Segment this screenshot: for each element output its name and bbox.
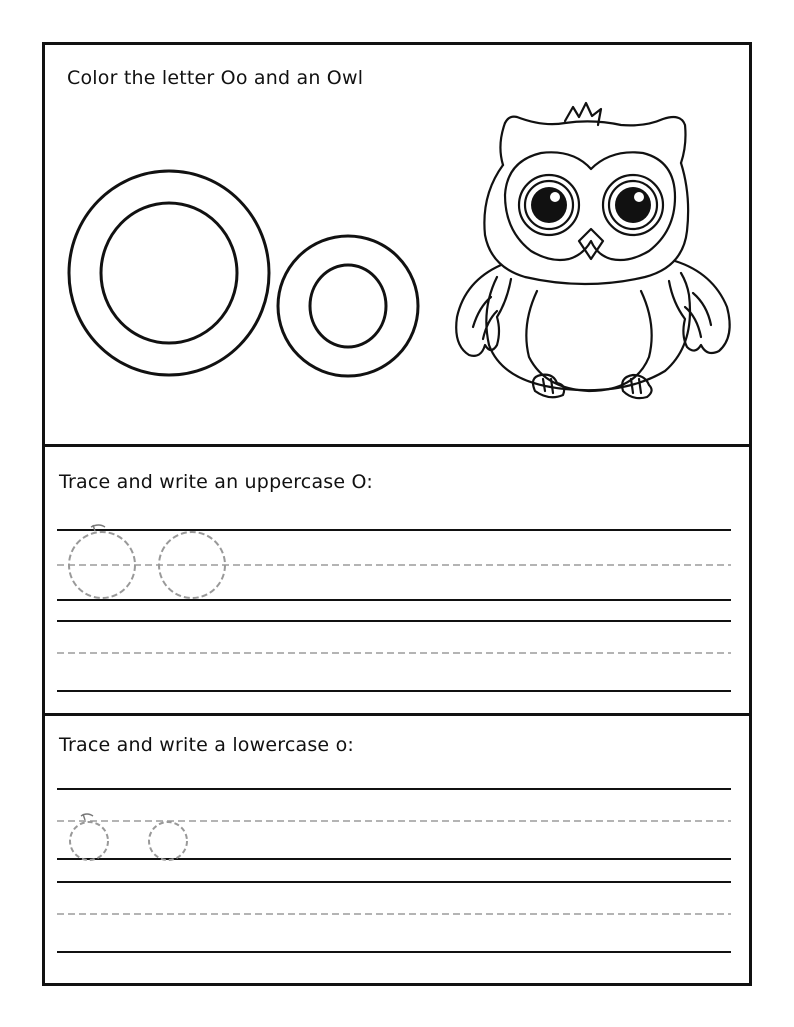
lowercase-section	[45, 716, 749, 983]
uppercase-section	[45, 447, 749, 716]
lowercase-writing-lines[interactable]	[45, 716, 749, 980]
lowercase-o-outline	[278, 236, 418, 376]
owl-icon	[456, 103, 729, 398]
owl-eyes	[531, 187, 651, 223]
worksheet-frame	[42, 42, 752, 986]
color-section	[45, 45, 749, 447]
uppercase-writing-lines[interactable]	[45, 447, 749, 713]
trace-o-2	[149, 822, 187, 860]
uppercase-heading: Trace and write an uppercase O:	[59, 471, 373, 493]
color-artwork	[45, 45, 749, 444]
lowercase-heading: Trace and write a lowercase o:	[59, 734, 354, 756]
lowercase-trace-letters	[70, 822, 187, 860]
start-arrow-icon	[81, 814, 93, 820]
uppercase-o-outline	[69, 171, 269, 375]
trace-o-1	[70, 822, 108, 860]
color-heading: Color the letter Oo and an Owl	[67, 67, 364, 89]
